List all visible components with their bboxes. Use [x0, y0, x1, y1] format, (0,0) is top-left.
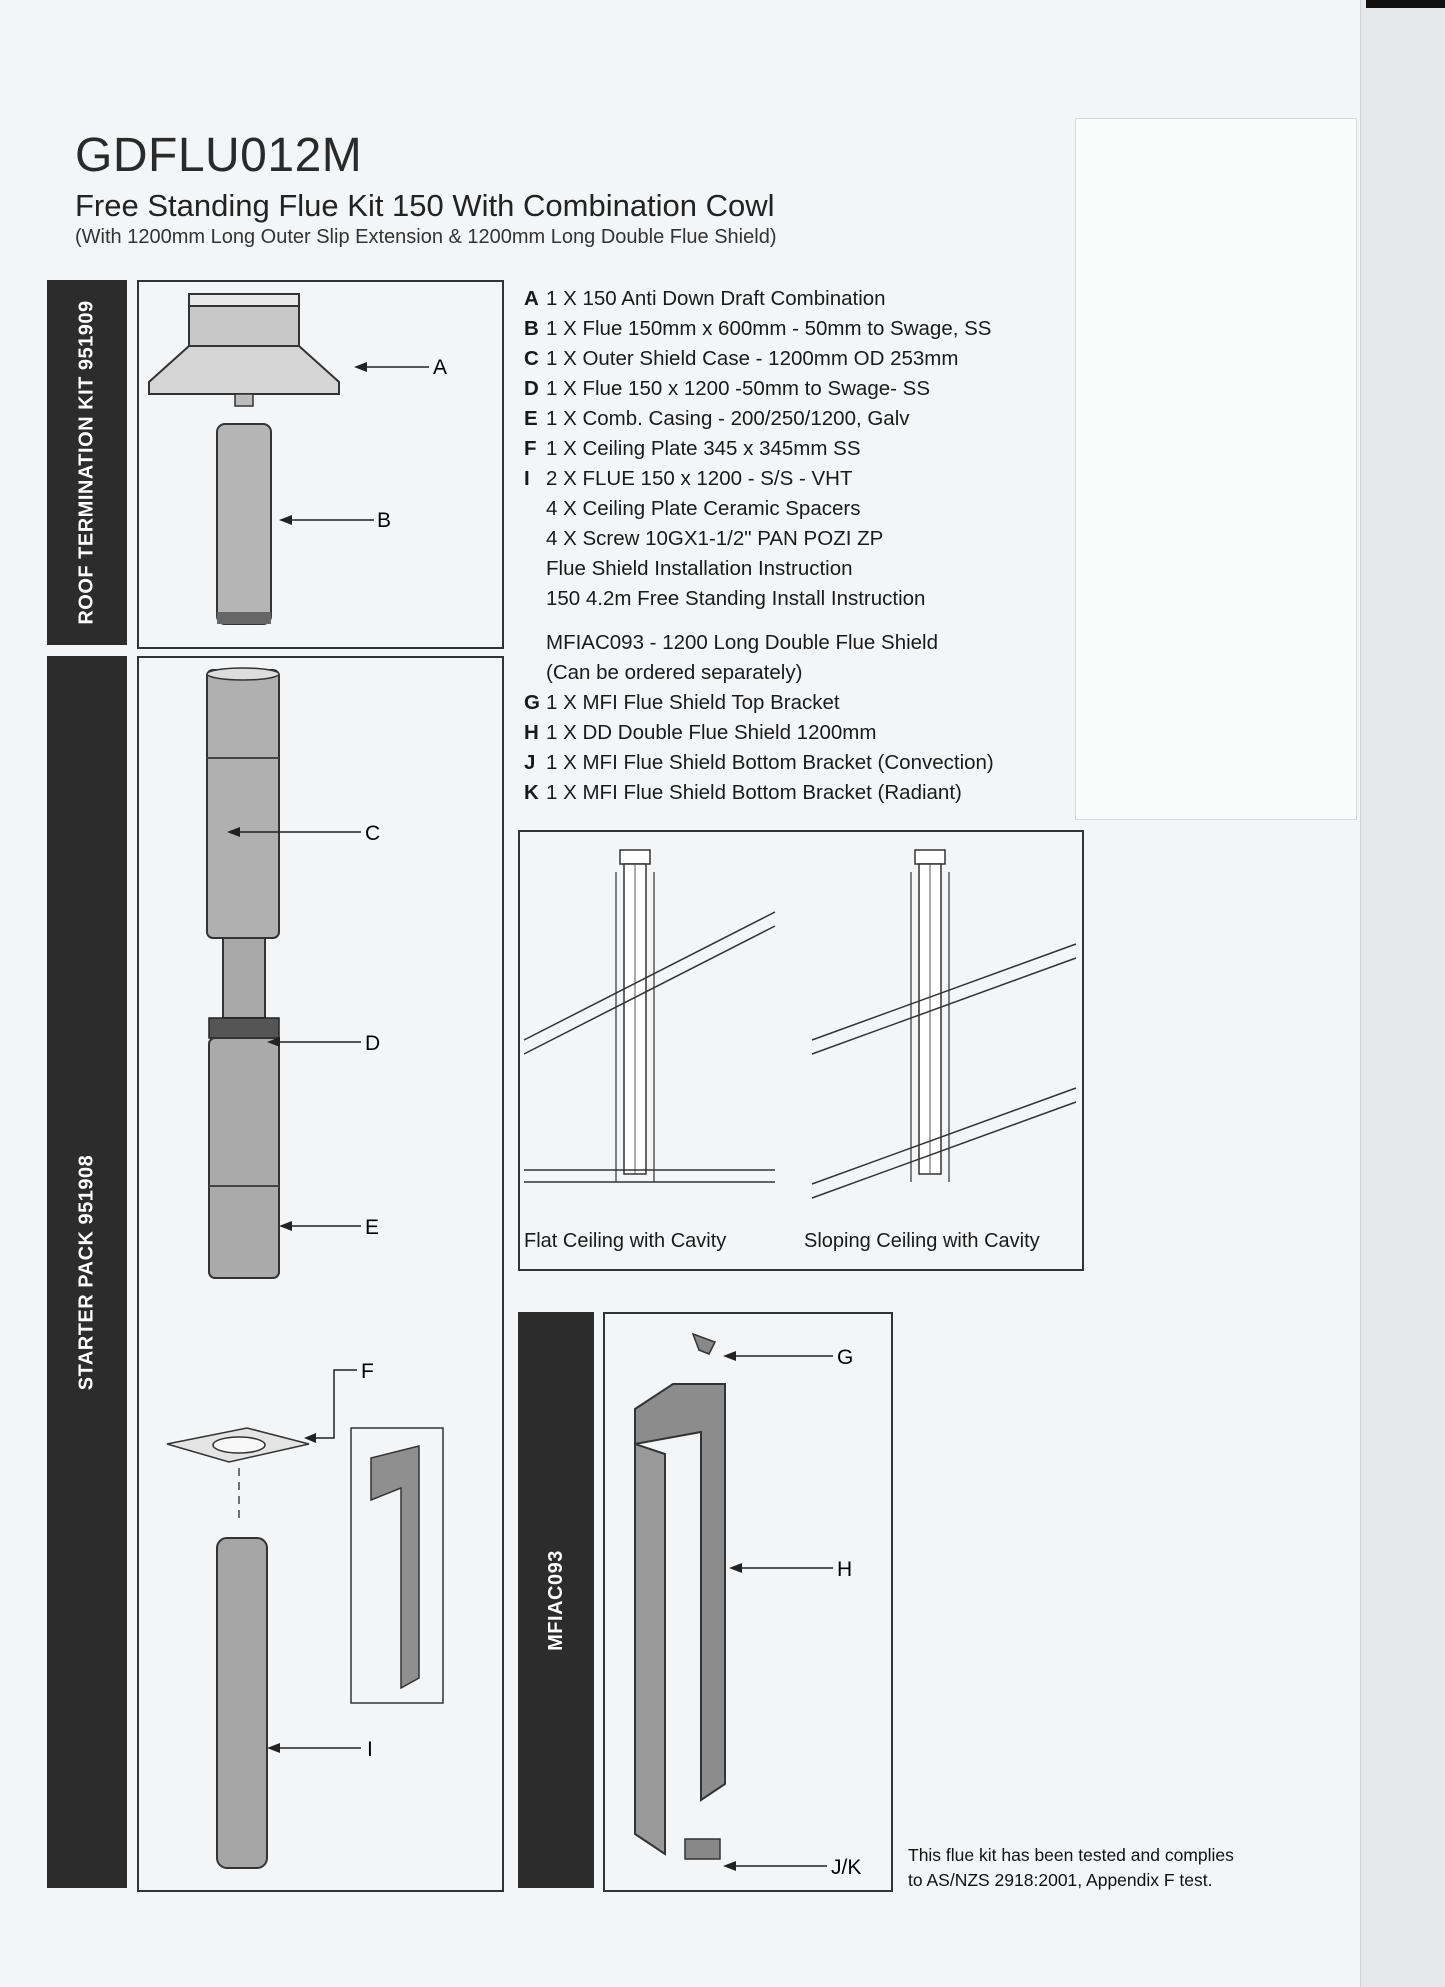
- callout-jk: J/K: [831, 1856, 862, 1879]
- part-text: 1 X Outer Shield Case - 1200mm OD 253mm: [546, 347, 959, 370]
- part-row: [524, 404, 994, 434]
- part-letter: D: [524, 377, 539, 400]
- part-text: 1 X 150 Anti Down Draft Combination: [546, 287, 886, 310]
- part-text: 1 X Flue 150 x 1200 -50mm to Swage- SS: [546, 377, 931, 400]
- callout-jk-arrow: [723, 1861, 736, 1871]
- cowl-cone: [149, 346, 339, 394]
- mfiac-part-row: [524, 718, 994, 748]
- part-text: 1 X MFI Flue Shield Bottom Bracket (Convection): [546, 751, 994, 774]
- starter-pack-label: STARTER PACK 951908: [75, 1154, 98, 1390]
- part-text: Flue Shield Installation Instruction: [546, 557, 853, 580]
- part-row: [524, 344, 994, 374]
- part-letter: [524, 584, 546, 614]
- part-row: [524, 554, 994, 584]
- callout-h-arrow: [729, 1563, 742, 1573]
- part-row: [524, 434, 994, 464]
- callout-e-arrow: [279, 1221, 292, 1231]
- part-text: 1 X MFI Flue Shield Bottom Bracket (Radiant): [546, 781, 962, 804]
- mfiac-label-bar: [518, 1312, 594, 1888]
- parts-list: [524, 284, 994, 808]
- mfiac-part-row: [524, 748, 994, 778]
- shield-inset-drawing: [371, 1446, 419, 1688]
- mfiac-heading2: [524, 658, 994, 688]
- outer-shield-c: [207, 670, 279, 938]
- part-row: [524, 584, 994, 614]
- cowl-body: [189, 306, 299, 346]
- part-letter: E: [524, 407, 538, 430]
- part-text: 4 X Screw 10GX1-1/2" PAN POZI ZP: [546, 527, 884, 550]
- callout-a-arrow: [354, 362, 367, 372]
- callout-g: G: [837, 1346, 854, 1369]
- part-text: 4 X Ceiling Plate Ceramic Spacers: [546, 497, 861, 520]
- part-text: 1 X DD Double Flue Shield 1200mm: [546, 721, 877, 744]
- double-flue-shield-h-side: [635, 1444, 665, 1854]
- callout-d: D: [365, 1032, 381, 1055]
- part-letter: F: [524, 437, 537, 460]
- callout-g-arrow: [723, 1351, 736, 1361]
- callout-f-arrow: [304, 1433, 316, 1443]
- part-letter: [524, 554, 546, 584]
- mfiac-heading-text: MFIAC093 - 1200 Long Double Flue Shield: [546, 631, 939, 654]
- mfiac-part-row: [524, 688, 994, 718]
- mfiac-label: MFIAC093: [544, 1549, 567, 1651]
- top-bracket-g: [693, 1334, 715, 1354]
- compliance-line-1: This flue kit has been tested and complies: [908, 1845, 1234, 1865]
- compliance-line-2: to AS/NZS 2918:2001, Appendix F test.: [908, 1870, 1213, 1890]
- ceiling-drawing: [520, 832, 1082, 1269]
- page-edge-shadow: [1366, 0, 1445, 8]
- part-letter: [524, 524, 546, 554]
- part-row: [524, 374, 994, 404]
- starter-pack-diagram: [137, 656, 504, 1892]
- page-title: GDFLU012M: [75, 129, 363, 182]
- callout-b: B: [377, 509, 392, 532]
- cowl-cap: [189, 294, 299, 306]
- mfiac-part-row: [524, 778, 994, 808]
- indent: [524, 628, 546, 658]
- mfiac-diagram: [603, 1312, 893, 1892]
- casing-e-top: [209, 1018, 279, 1038]
- part-letter: K: [524, 781, 539, 804]
- part-text: 1 X Comb. Casing - 200/250/1200, Galv: [546, 407, 910, 430]
- part-text: 1 X MFI Flue Shield Top Bracket: [546, 691, 840, 714]
- casing-e: [209, 1038, 279, 1278]
- part-row: [524, 314, 994, 344]
- callout-f: F: [361, 1360, 374, 1383]
- mfiac-parts: [524, 628, 994, 808]
- outer-shield-top: [207, 668, 279, 680]
- part-row: [524, 464, 994, 494]
- roof-kit-label: ROOF TERMINATION KIT 951909: [75, 300, 98, 625]
- part-letter: J: [524, 751, 536, 774]
- flat-ceiling-illustration: [524, 850, 775, 1182]
- part-letter: C: [524, 347, 539, 370]
- mfiac-heading1: [524, 628, 994, 658]
- sloping-ceiling-illustration: [812, 850, 1076, 1198]
- ceiling-diagram: [518, 830, 1084, 1271]
- adjacent-page-edge: [1360, 0, 1445, 1987]
- part-text: 1 X Flue 150mm x 600mm - 50mm to Swage, SS: [546, 317, 992, 340]
- bleed-through-panel: [1075, 118, 1357, 820]
- bottom-bracket-jk: [685, 1839, 720, 1859]
- part-row: [524, 284, 994, 314]
- callout-e: E: [365, 1216, 380, 1239]
- callout-b-arrow: [279, 515, 292, 525]
- mfiac-drawing: [605, 1314, 891, 1890]
- part-letter: [524, 494, 546, 524]
- roof-kit-diagram: [137, 280, 504, 649]
- callout-i: I: [367, 1738, 373, 1761]
- sloping-ceiling-caption: Sloping Ceiling with Cavity: [804, 1230, 1040, 1252]
- part-text: 2 X FLUE 150 x 1200 - S/S - VHT: [546, 467, 853, 490]
- cowl-neck: [235, 394, 253, 406]
- page-subtitle: Free Standing Flue Kit 150 With Combination Cowl: [75, 188, 775, 223]
- callout-i-arrow: [267, 1743, 280, 1753]
- flue-d: [223, 938, 265, 1018]
- flue-i: [217, 1538, 267, 1868]
- part-letter: H: [524, 721, 539, 744]
- part-letter: B: [524, 317, 539, 340]
- part-text: 1 X Ceiling Plate 345 x 345mm SS: [546, 437, 861, 460]
- ceiling-plate-hole: [213, 1437, 265, 1453]
- flat-ceiling-caption: Flat Ceiling with Cavity: [524, 1230, 727, 1252]
- part-text: 150 4.2m Free Standing Install Instruction: [546, 587, 926, 610]
- page-subsubtitle: (With 1200mm Long Outer Slip Extension & 1200mm Long Double Flue Shield): [75, 226, 777, 248]
- flue-b-swage: [217, 612, 271, 624]
- callout-a: A: [433, 356, 448, 379]
- starter-pack-label-bar: [47, 656, 127, 1888]
- flue-b: [217, 424, 271, 624]
- roof-kit-drawing: [139, 282, 502, 647]
- part-letter: A: [524, 287, 539, 310]
- roof-kit-label-bar: [47, 280, 127, 645]
- callout-h: H: [837, 1558, 853, 1581]
- part-letter: I: [524, 467, 530, 490]
- callout-c: C: [365, 822, 381, 845]
- part-letter: G: [524, 691, 540, 714]
- starter-pack-drawing: [139, 658, 502, 1890]
- part-row: [524, 494, 994, 524]
- compliance-note: [908, 1843, 1234, 1893]
- indent: [524, 658, 546, 688]
- mfiac-heading-text: (Can be ordered separately): [546, 661, 803, 684]
- part-row: [524, 524, 994, 554]
